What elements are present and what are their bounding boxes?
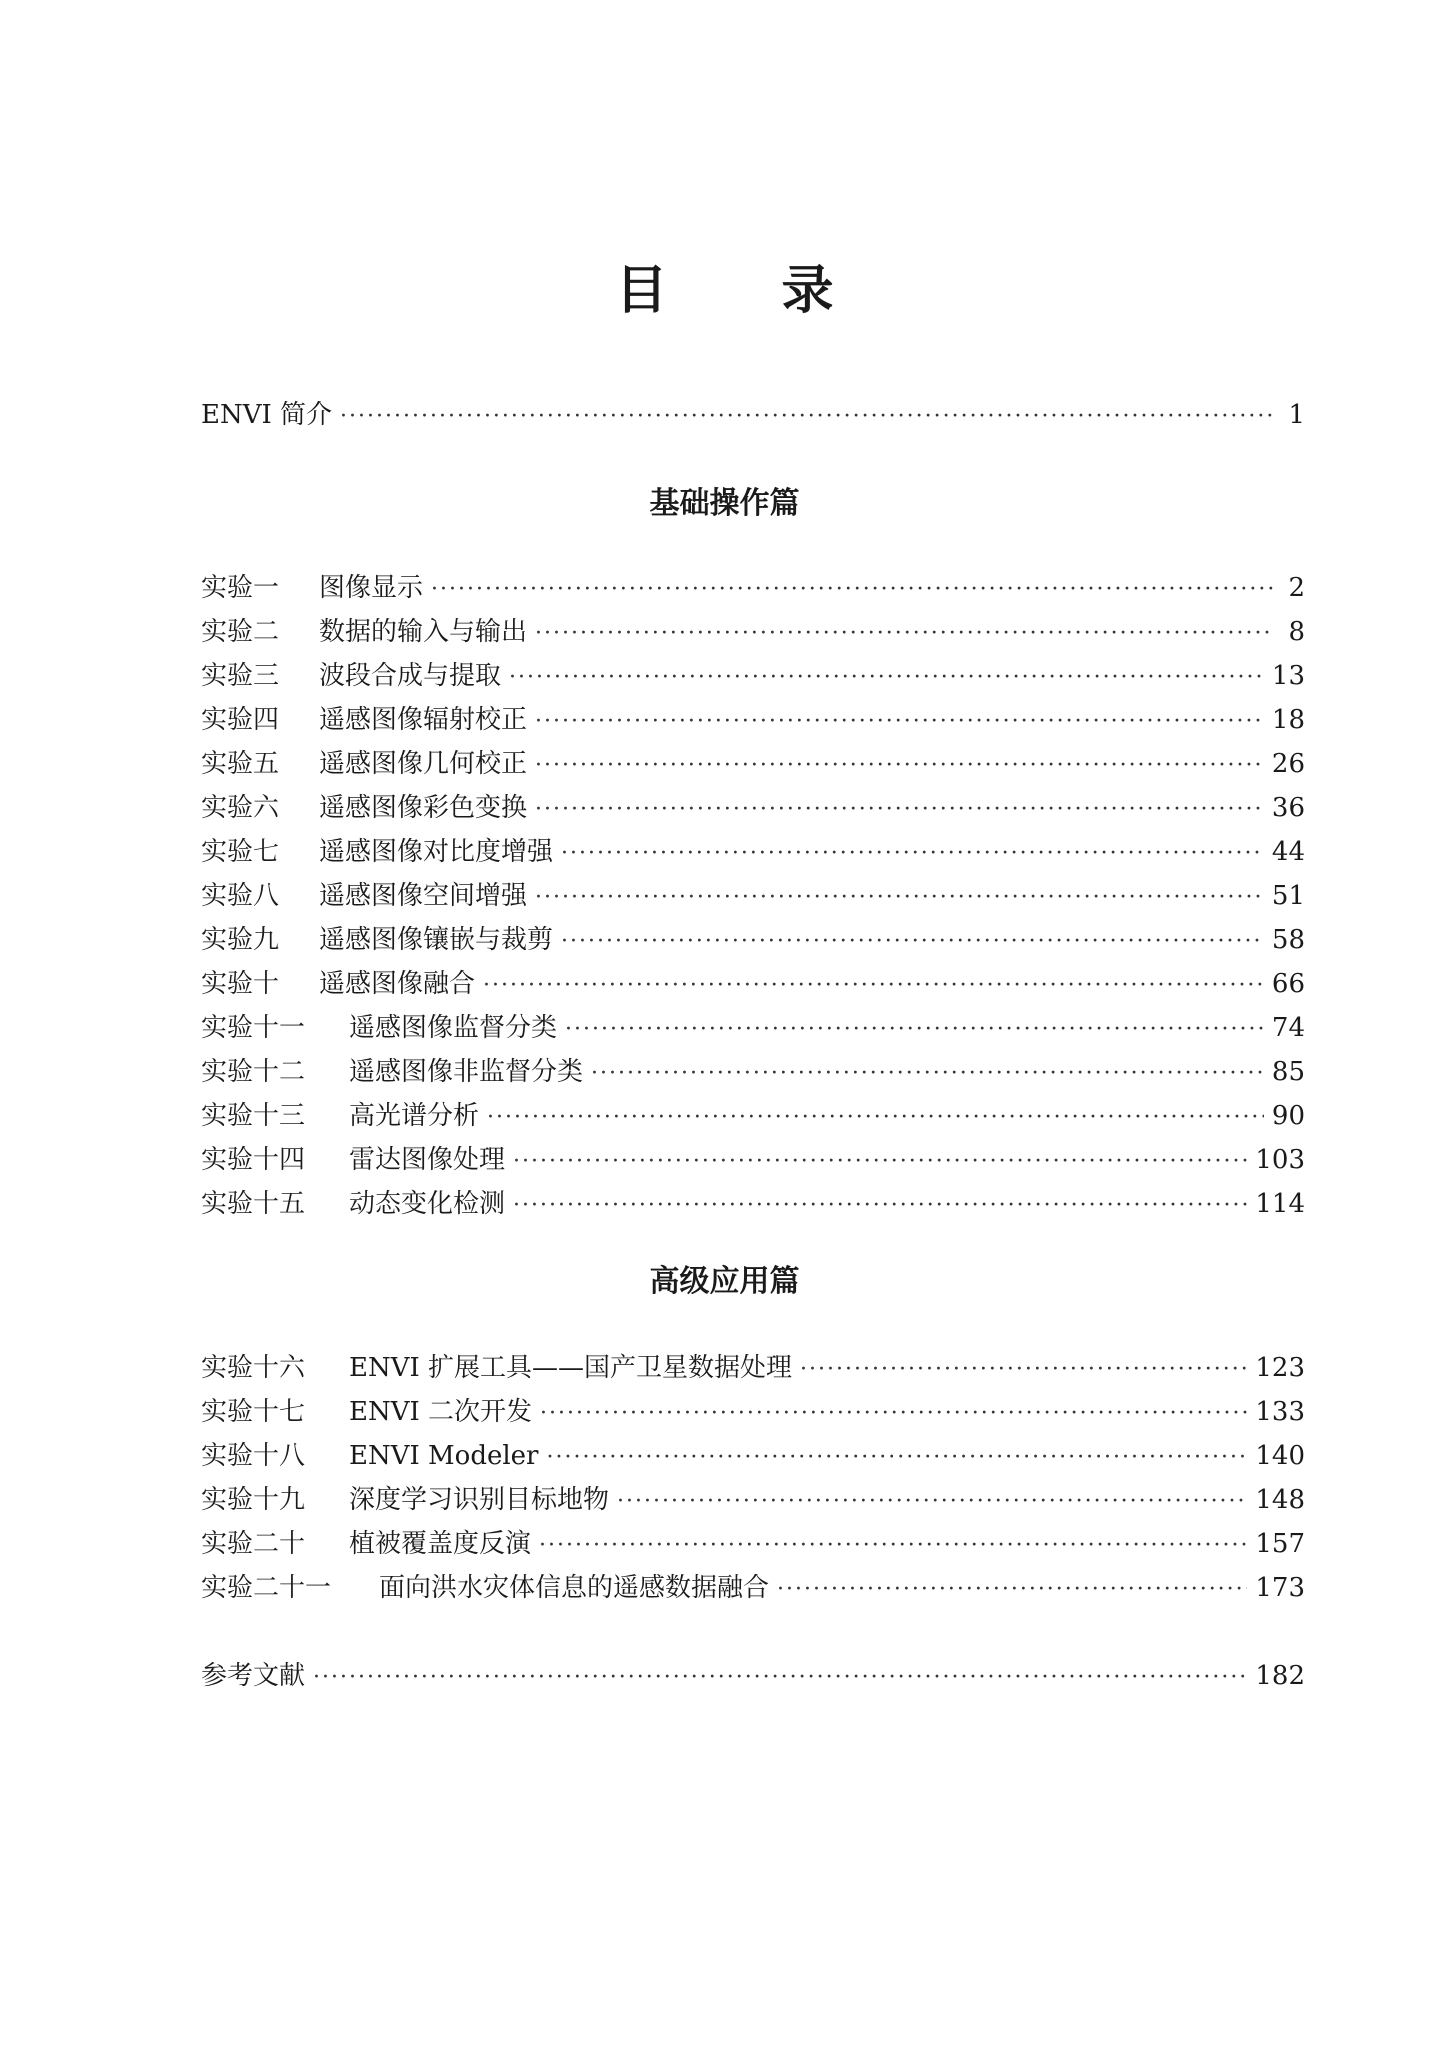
toc-row[interactable] — [201, 962, 1305, 1006]
toc-row[interactable] — [201, 786, 1305, 830]
dot-leader — [546, 1436, 1247, 1480]
entry-number: 实验十六 — [201, 1353, 306, 1383]
dot-leader — [340, 395, 1273, 439]
entry-title: 图像显示 — [319, 573, 424, 603]
toc-references — [201, 1654, 1305, 1698]
entry-number: 实验六 — [201, 793, 280, 823]
entry-title: 深度学习识别目标地物 — [349, 1485, 610, 1515]
entry-number: 实验十八 — [201, 1441, 306, 1471]
toc-row[interactable] — [201, 1390, 1305, 1434]
page-number: 18 — [1271, 705, 1305, 735]
dot-leader — [535, 700, 1264, 744]
entry-title: ENVI 简介 — [201, 400, 333, 430]
toc-row[interactable] — [201, 1138, 1305, 1182]
dot-leader — [565, 1008, 1264, 1052]
toc-section-advanced — [201, 1346, 1305, 1610]
entry-title: ENVI 二次开发 — [349, 1397, 533, 1427]
dot-leader — [535, 876, 1264, 920]
toc-row[interactable] — [201, 1006, 1305, 1050]
page-number: 58 — [1271, 925, 1305, 955]
entry-title: 植被覆盖度反演 — [349, 1529, 532, 1559]
toc-row[interactable] — [201, 918, 1305, 962]
page-number: 74 — [1271, 1013, 1305, 1043]
dot-leader — [487, 1096, 1264, 1140]
page-title: 目 录 — [615, 261, 882, 321]
toc-section-basic — [201, 566, 1305, 1226]
dot-leader — [540, 1392, 1247, 1436]
page-number: 2 — [1288, 573, 1305, 603]
dot-leader — [800, 1348, 1247, 1392]
toc-row[interactable] — [201, 698, 1305, 742]
dot-leader — [535, 612, 1273, 656]
entry-number: 实验十 — [201, 969, 280, 999]
page-number: 123 — [1255, 1353, 1305, 1383]
toc-row-references[interactable] — [201, 1654, 1305, 1698]
entry-title: 遥感图像镶嵌与裁剪 — [319, 925, 554, 955]
dot-leader — [535, 744, 1264, 788]
entry-number: 实验十二 — [201, 1057, 306, 1087]
entry-number: 实验七 — [201, 837, 280, 867]
dot-leader — [561, 832, 1264, 876]
toc-row[interactable] — [201, 1182, 1305, 1226]
entry-number: 实验三 — [201, 661, 280, 691]
toc-row[interactable] — [201, 1050, 1305, 1094]
section-heading-advanced: 高级应用篇 — [649, 1264, 800, 1299]
entry-number: 实验九 — [201, 925, 280, 955]
entry-number: 实验八 — [201, 881, 280, 911]
entry-number: 实验二 — [201, 617, 280, 647]
page-number: 51 — [1271, 881, 1305, 911]
entry-number: 实验十三 — [201, 1101, 306, 1131]
entry-title: 波段合成与提取 — [319, 661, 502, 691]
page-number: 44 — [1271, 837, 1305, 867]
toc-row[interactable] — [201, 1434, 1305, 1478]
entry-number: 实验二十 — [201, 1529, 306, 1559]
page-number: 13 — [1271, 661, 1305, 691]
page-number: 173 — [1255, 1573, 1305, 1603]
page-number: 85 — [1271, 1057, 1305, 1087]
dot-leader — [513, 1184, 1247, 1228]
toc-row[interactable] — [201, 1346, 1305, 1390]
entry-number: 实验四 — [201, 705, 280, 735]
dot-leader — [483, 964, 1264, 1008]
entry-title: 面向洪水灾体信息的遥感数据融合 — [379, 1573, 770, 1603]
toc-row-intro[interactable] — [201, 393, 1305, 437]
entry-number: 实验五 — [201, 749, 280, 779]
page-number: 148 — [1255, 1485, 1305, 1515]
entry-title: 遥感图像空间增强 — [319, 881, 528, 911]
page-number: 8 — [1288, 617, 1305, 647]
dot-leader — [513, 1140, 1247, 1184]
dot-leader — [431, 568, 1273, 612]
dot-leader — [591, 1052, 1264, 1096]
dot-leader — [313, 1656, 1247, 1700]
page-number: 90 — [1271, 1101, 1305, 1131]
toc-row[interactable] — [201, 1522, 1305, 1566]
page-number: 133 — [1255, 1397, 1305, 1427]
dot-leader — [777, 1568, 1247, 1612]
dot-leader — [561, 920, 1264, 964]
entry-title: 遥感图像监督分类 — [349, 1013, 558, 1043]
entry-title: ENVI Modeler — [349, 1441, 539, 1471]
entry-number: 实验十九 — [201, 1485, 306, 1515]
dot-leader — [539, 1524, 1247, 1568]
toc-row[interactable] — [201, 566, 1305, 610]
page-number: 114 — [1255, 1189, 1305, 1219]
entry-number: 实验十七 — [201, 1397, 306, 1427]
page-number: 1 — [1288, 400, 1305, 430]
entry-title: 雷达图像处理 — [349, 1145, 506, 1175]
toc-intro — [201, 393, 1305, 437]
entry-title: 参考文献 — [201, 1661, 306, 1691]
entry-number: 实验二十一 — [201, 1573, 332, 1603]
entry-title: 高光谱分析 — [349, 1101, 480, 1131]
page-number: 103 — [1255, 1145, 1305, 1175]
entry-number: 实验一 — [201, 573, 280, 603]
toc-row[interactable] — [201, 1094, 1305, 1138]
entry-title: 遥感图像非监督分类 — [349, 1057, 584, 1087]
entry-title: 遥感图像几何校正 — [319, 749, 528, 779]
section-heading-basic: 基础操作篇 — [649, 486, 800, 521]
page-number: 66 — [1271, 969, 1305, 999]
entry-title: 遥感图像对比度增强 — [319, 837, 554, 867]
dot-leader — [535, 788, 1264, 832]
entry-title: 遥感图像辐射校正 — [319, 705, 528, 735]
toc-row[interactable] — [201, 830, 1305, 874]
toc-row[interactable] — [201, 874, 1305, 918]
entry-number: 实验十四 — [201, 1145, 306, 1175]
entry-title: ENVI 扩展工具——国产卫星数据处理 — [349, 1353, 793, 1383]
entry-title: 数据的输入与输出 — [319, 617, 528, 647]
page-number: 26 — [1271, 749, 1305, 779]
dot-leader — [509, 656, 1264, 700]
entry-title: 遥感图像彩色变换 — [319, 793, 528, 823]
page-number: 36 — [1271, 793, 1305, 823]
toc-row[interactable] — [201, 742, 1305, 786]
entry-number: 实验十一 — [201, 1013, 306, 1043]
page-number: 140 — [1255, 1441, 1305, 1471]
toc-row[interactable] — [201, 610, 1305, 654]
toc-row[interactable] — [201, 654, 1305, 698]
toc-row[interactable] — [201, 1478, 1305, 1522]
entry-title: 遥感图像融合 — [319, 969, 476, 999]
page-number: 182 — [1255, 1661, 1305, 1691]
dot-leader — [617, 1480, 1247, 1524]
page-number: 157 — [1255, 1529, 1305, 1559]
toc-row[interactable] — [201, 1566, 1305, 1610]
entry-title: 动态变化检测 — [349, 1189, 506, 1219]
entry-number: 实验十五 — [201, 1189, 306, 1219]
